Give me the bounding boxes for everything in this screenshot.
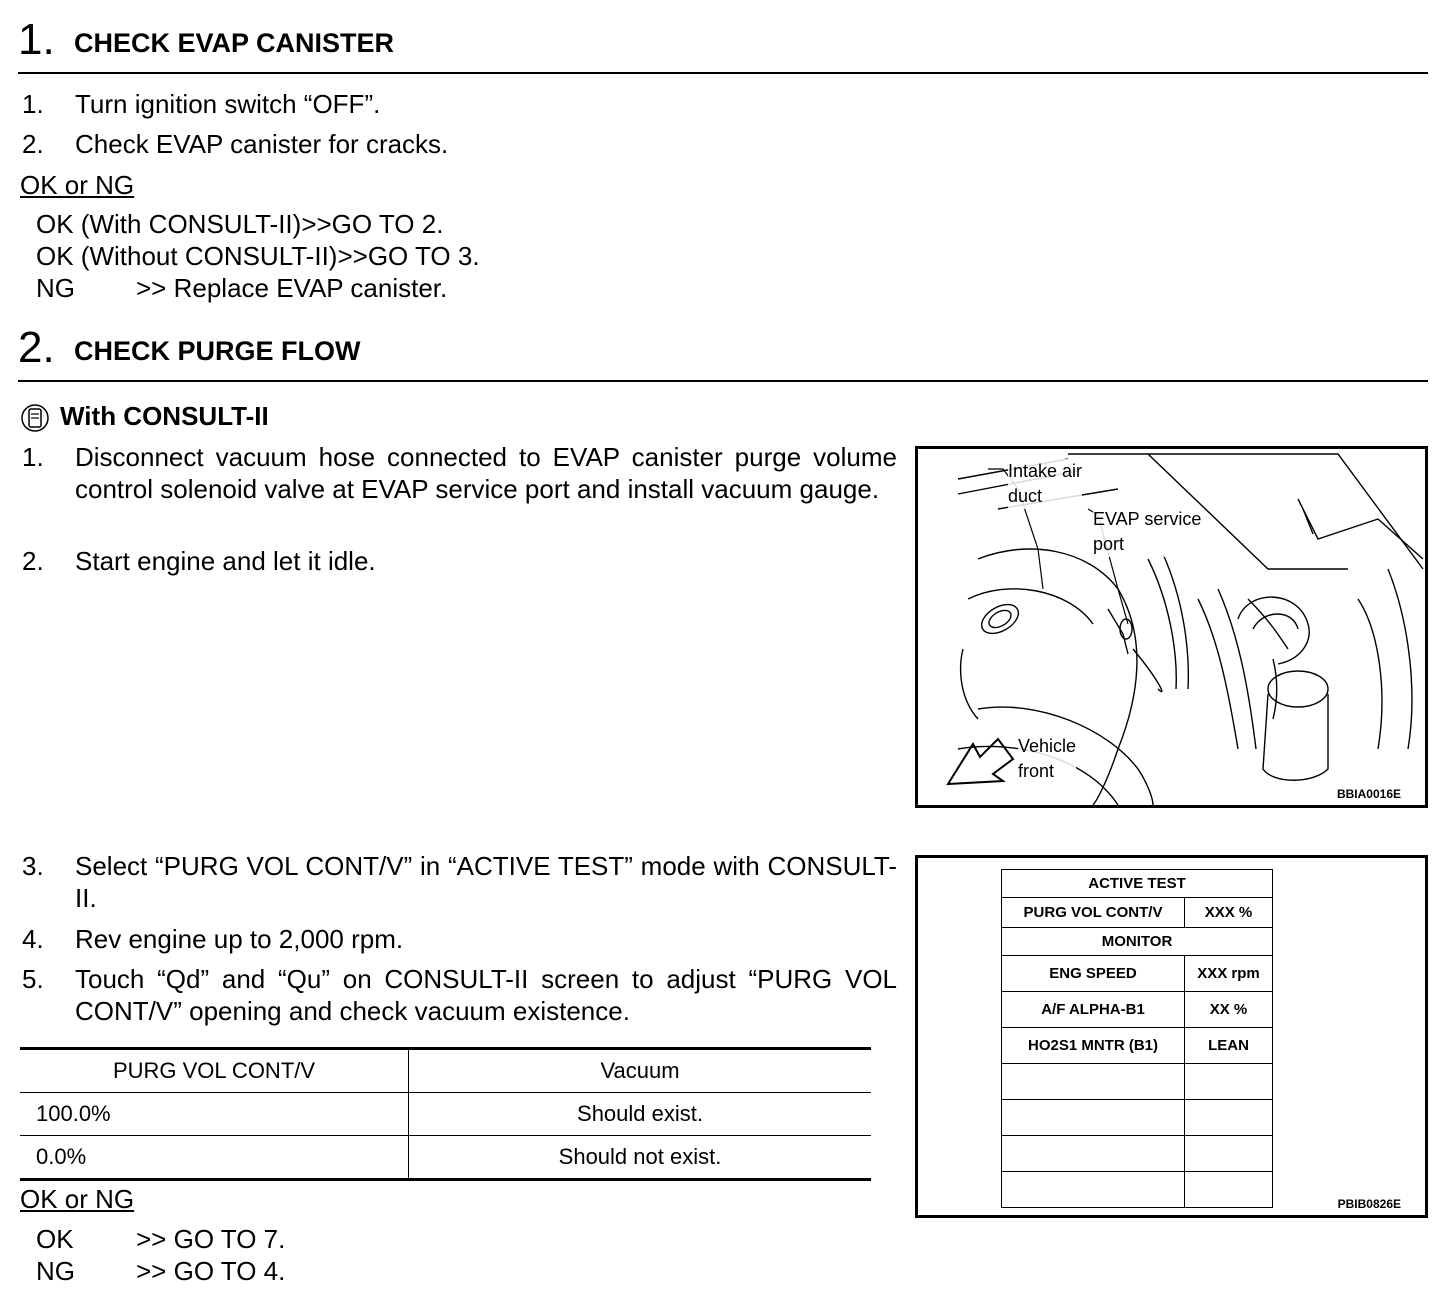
engine-drawing [918,449,1425,805]
s2-result-2-action: >> GO TO 4. [136,1256,286,1286]
s1-ok-ng-label: OK or NG [20,170,135,200]
table-header: PURG VOL CONT/V [20,1049,409,1093]
s2-step-1-number: 1. [22,442,44,472]
s2-step-4-text: Rev engine up to 2,000 rpm. [75,924,404,954]
consult-row [1002,992,1273,1028]
consult-heading: With CONSULT-II [60,401,269,431]
table-cell: 0.0% [20,1136,409,1180]
table-row [20,1136,871,1180]
consult-icon [20,403,50,433]
table-header-row [20,1049,871,1093]
s1-result-2 [36,240,480,272]
consult-screen-table [1001,869,1273,1208]
section-2-rule [18,380,1428,382]
s1-step-1-text: Turn ignition switch “OFF”. [75,89,381,119]
monitor-item: A/F ALPHA-B1 [1002,992,1185,1028]
empty-cell [1185,1100,1273,1136]
empty-cell [1185,1064,1273,1100]
monitor-item: HO2S1 MNTR (B1) [1002,1028,1185,1064]
monitor-item: ENG SPEED [1002,956,1185,992]
s2-step-2-text: Start engine and let it idle. [75,546,376,576]
section-1-rule [18,72,1428,74]
s1-result-3-action: >> Replace EVAP canister. [136,273,448,303]
s1-result-3-key: NG [36,273,75,303]
active-test-item: PURG VOL CONT/V [1002,898,1185,928]
table-cell: Should not exist. [409,1136,872,1180]
label-intake-air-duct: Intake air duct [1008,459,1082,509]
consult-empty-row [1002,1064,1273,1100]
section-2-title: CHECK PURGE FLOW [74,336,361,366]
s1-step-2-text: Check EVAP canister for cracks. [75,129,449,159]
table-header: Vacuum [409,1049,872,1093]
s1-step-2-number: 2. [22,129,44,159]
vacuum-table [20,1047,871,1181]
monitor-value: LEAN [1185,1028,1273,1064]
monitor-value: XX % [1185,992,1273,1028]
s2-step-5-number: 5. [22,964,44,994]
s2-ok-ng-label: OK or NG [20,1184,135,1214]
section-1-title: CHECK EVAP CANISTER [74,28,395,58]
section-1-number: 1. [18,15,55,64]
figure-1-id: BBIA0016E [1336,787,1401,801]
s2-step-2-number: 2. [22,546,44,576]
empty-cell [1002,1136,1185,1172]
table-cell: 100.0% [20,1093,409,1136]
monitor-value: XXX rpm [1185,956,1273,992]
s1-result-1-action: >>GO TO 2. [301,209,444,239]
table-row [20,1093,871,1136]
s2-result-1-key: OK [36,1224,74,1254]
empty-cell [1002,1064,1185,1100]
consult-empty-row [1002,1172,1273,1208]
s1-result-2-action: >>GO TO 3. [337,241,480,271]
s2-result-1-action: >> GO TO 7. [136,1224,286,1254]
empty-cell [1002,1172,1185,1208]
empty-cell [1185,1172,1273,1208]
s2-step-5-text: Touch “Qd” and “Qu” on CONSULT-II screen to adjust “PURG VOL CONT/V” opening and check vacuum existence. [75,964,897,1026]
s1-step-1-number: 1. [22,89,44,119]
s2-step-3-number: 3. [22,851,44,881]
consult-empty-row [1002,1100,1273,1136]
consult-row [1002,870,1273,898]
consult-row [1002,898,1273,928]
table-cell: Should exist. [409,1093,872,1136]
section-2-number: 2. [18,323,55,372]
empty-cell [1185,1136,1273,1172]
s2-step-3-text: Select “PURG VOL CONT/V” in “ACTIVE TEST” mode with CONSULT-II. [75,851,897,913]
s2-step-1-text: Disconnect vacuum hose connected to EVAP canister purge volume control solenoid valve at EVAP service port and install vacuum gauge. [75,442,897,504]
s1-result-2-key: OK (Without CONSULT-II) [36,241,338,271]
active-test-heading: ACTIVE TEST [1002,870,1273,898]
s1-result-1-key: OK (With CONSULT-II) [36,209,302,239]
s2-result-2-key: NG [36,1256,75,1286]
figure-2-id: PBIB0826E [1337,1197,1401,1211]
s2-step-4-number: 4. [22,924,44,954]
empty-cell [1002,1100,1185,1136]
label-vehicle-front: Vehicle front [1018,734,1076,784]
engine-illustration [915,446,1428,808]
consult-row [1002,1028,1273,1064]
consult-empty-row [1002,1136,1273,1172]
monitor-heading: MONITOR [1002,928,1273,956]
consult-row [1002,956,1273,992]
consult-row [1002,928,1273,956]
label-evap-service-port: EVAP service port [1093,507,1201,557]
s1-result-1 [36,208,443,240]
active-test-value: XXX % [1185,898,1273,928]
